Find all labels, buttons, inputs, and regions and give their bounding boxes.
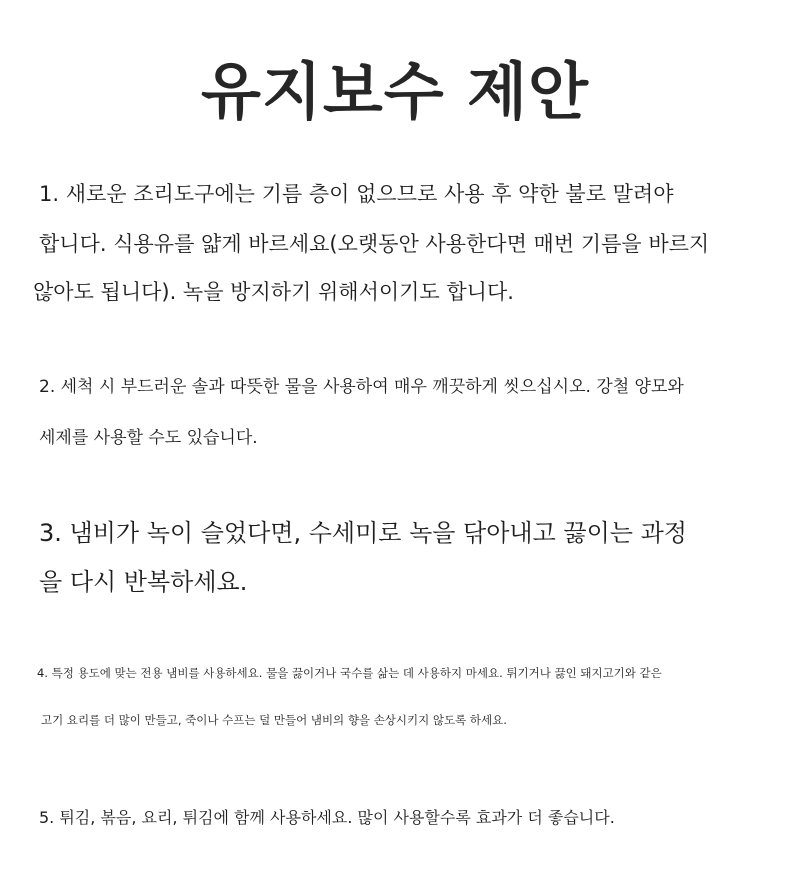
section-3-line-1: 3. 냄비가 녹이 슬었다면, 수세미로 녹을 닦아내고 끓이는 과정: [39, 519, 687, 547]
page-title: 유지보수 제안: [201, 55, 589, 128]
section-5-line-1: 5. 튀김, 볶음, 요리, 튀김에 함께 사용하세요. 많이 사용할수록 효과가 더 좋습니다.: [39, 808, 615, 827]
section-3-line-2: 을 다시 반복하세요.: [39, 568, 248, 596]
section-4-line-2: 고기 요리를 더 많이 만들고, 죽이나 수프는 덜 만들어 냄비의 향을 손상시키지 않도록 하세요.: [41, 713, 507, 727]
section-1-line-2: 합니다. 식용유를 얇게 바르세요(오랫동안 사용한다면 매번 기름을 바르지: [39, 232, 710, 256]
section-4-line-1: 4. 특정 용도에 맞는 전용 냄비를 사용하세요. 물을 끓이거나 국수를 삶는 데 사용하지 마세요. 튀기거나 끓인 돼지고기와 같은: [37, 666, 662, 680]
section-2-line-2: 세제를 사용할 수도 있습니다.: [39, 428, 258, 448]
section-2-line-1: 2. 세척 시 부드러운 솔과 따뜻한 물을 사용하여 매우 깨끗하게 씻으십시오. 강철 양모와: [39, 377, 684, 397]
section-1-line-3: 않아도 됩니다). 녹을 방지하기 위해서이기도 합니다.: [33, 280, 514, 304]
section-1-line-1: 1. 새로운 조리도구에는 기름 층이 없으므로 사용 후 약한 불로 말려야: [39, 182, 674, 206]
